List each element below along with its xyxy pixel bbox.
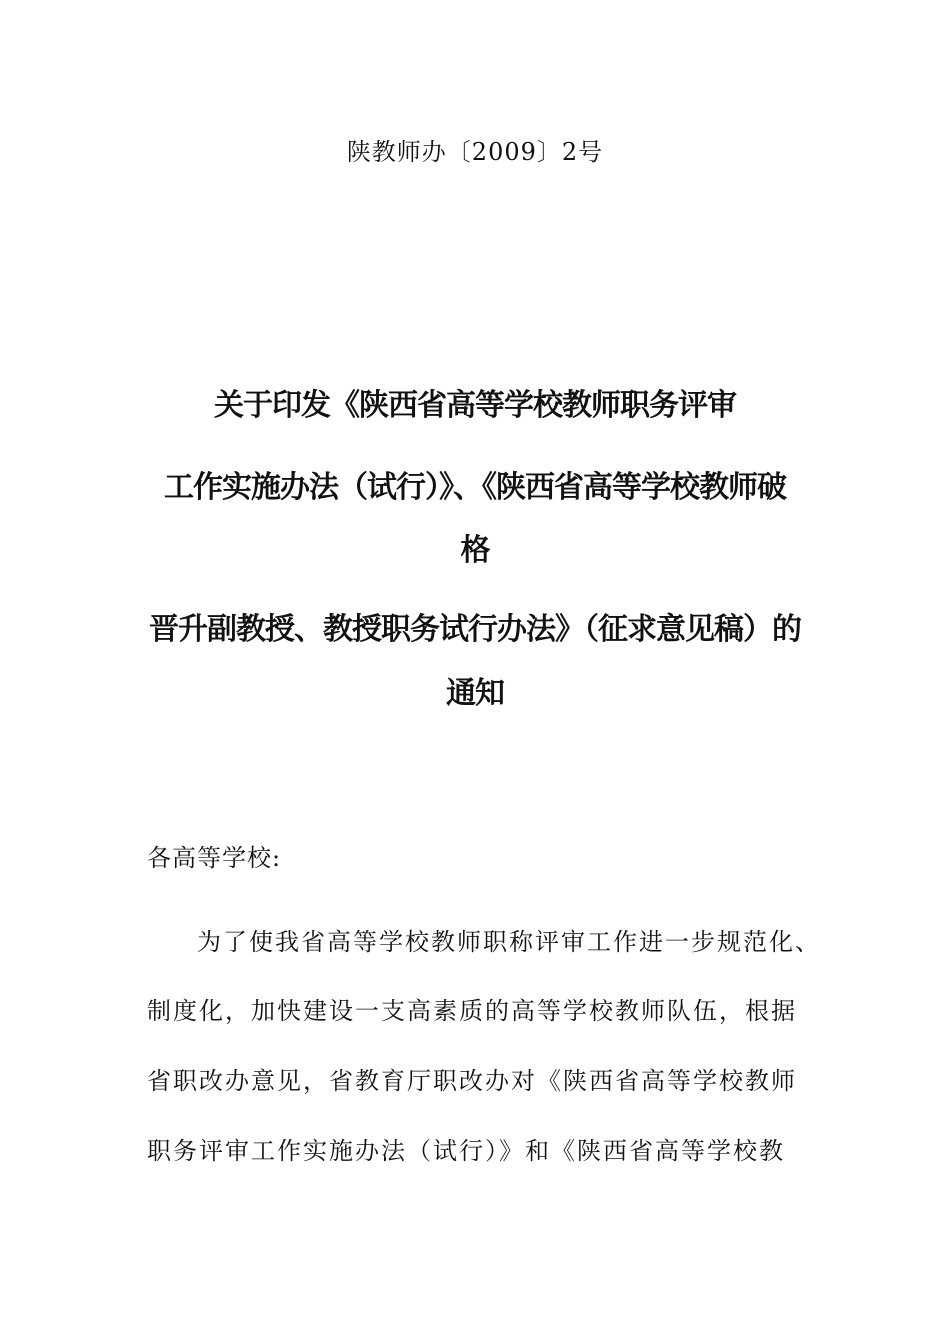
body-text-line-3: 省职改办意见，省教育厅职改办对《陕西省高等学校教师 (147, 1067, 797, 1095)
body-text-line-4: 职务评审工作实施办法（试行）》和《陕西省高等学校教 (147, 1137, 785, 1165)
title-line-3: 格 (460, 533, 490, 568)
body-text-line-1: 为了使我省高等学校教师职称评审工作进一步规范化、 (197, 928, 821, 956)
title-line-5: 通知 (446, 676, 504, 711)
salutation: 各高等学校: (147, 844, 282, 872)
document-number: 陕教师办〔2009〕2号 (346, 138, 604, 166)
title-line-2: 工作实施办法（试行）》、《陕西省高等学校教师破 (164, 470, 786, 505)
title-line-1: 关于印发《陕西省高等学校教师职务评审 (214, 388, 736, 423)
title-line-4: 晋升副教授、教授职务试行办法》（征求意见稿）的 (149, 612, 801, 647)
body-text-line-2: 制度化，加快建设一支高素质的高等学校教师队伍，根据 (147, 997, 797, 1025)
